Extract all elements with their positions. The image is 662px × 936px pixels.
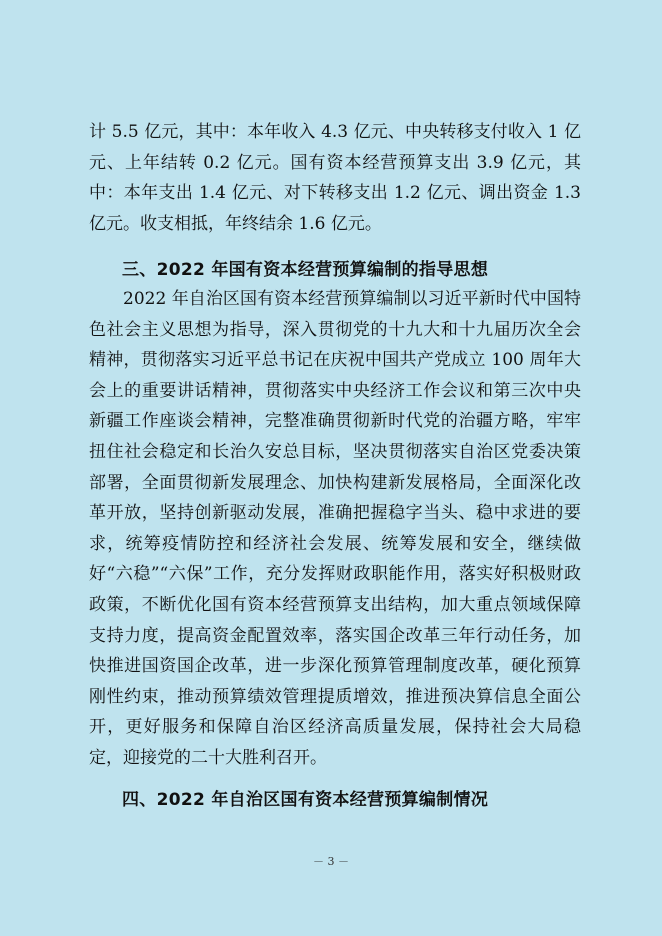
section-4-heading: 四、2022 年自治区国有资本经营预算编制情况 <box>122 790 489 810</box>
page-number: － 3 － <box>313 855 349 868</box>
continuation-paragraph: 计 5.5 亿元，其中：本年收入 4.3 亿元、中央转移支付收入 1 亿元、上年结转 0.2 亿元。国有资本经营预算支出 3.9 亿元，其中：本年支出 1.4 亿元、对下转移支出 1.2 亿元、调出资金 1.3 亿元。收支相抵，年终结余 1.6 亿元。 <box>89 122 581 234</box>
section-3-paragraph: 2022 年自治区国有资本经营预算编制以习近平新时代中国特色社会主义思想为指导，深入贯彻党的十九大和十九届历次全会精神，贯彻落实习近平总书记在庆祝中国共产党成立 100 周年大会上的重要讲话精神，贯彻落实中央经济工作会议和第三次中央新疆工作座谈会精神，完整准确贯彻新时代党的治疆方略，牢牢扭住社会稳定和长治久安总目标，坚决贯彻落实自治区党委决策部署，全面贯彻新发展理念、加快构建新发展格局，全面深化改革开放，坚持创新驱动发展，准确把握稳字当头、稳中求进的要求，统筹疫情防控和经济社会发展、统筹发展和安全，继续做好“六稳”“六保”工作，充分发挥财政职能作用，落实好积极财政政策，不断优化国有资本经营预算支出结构，加大重点领域保障支持力度，提高资金配置效率，落实国企改革三年行动任务，加快推进国资国企改革，进一步深化预算管理制度改革，硬化预算刚性约束，推动预算绩效管理提质增效，推进预决算信息全面公开，更好服务和保障自治区经济高质量发展，保持社会大局稳定，迎接党的二十大胜利召开。 <box>89 289 581 768</box>
section-3-heading: 三、2022 年国有资本经营预算编制的指导思想 <box>122 260 489 280</box>
